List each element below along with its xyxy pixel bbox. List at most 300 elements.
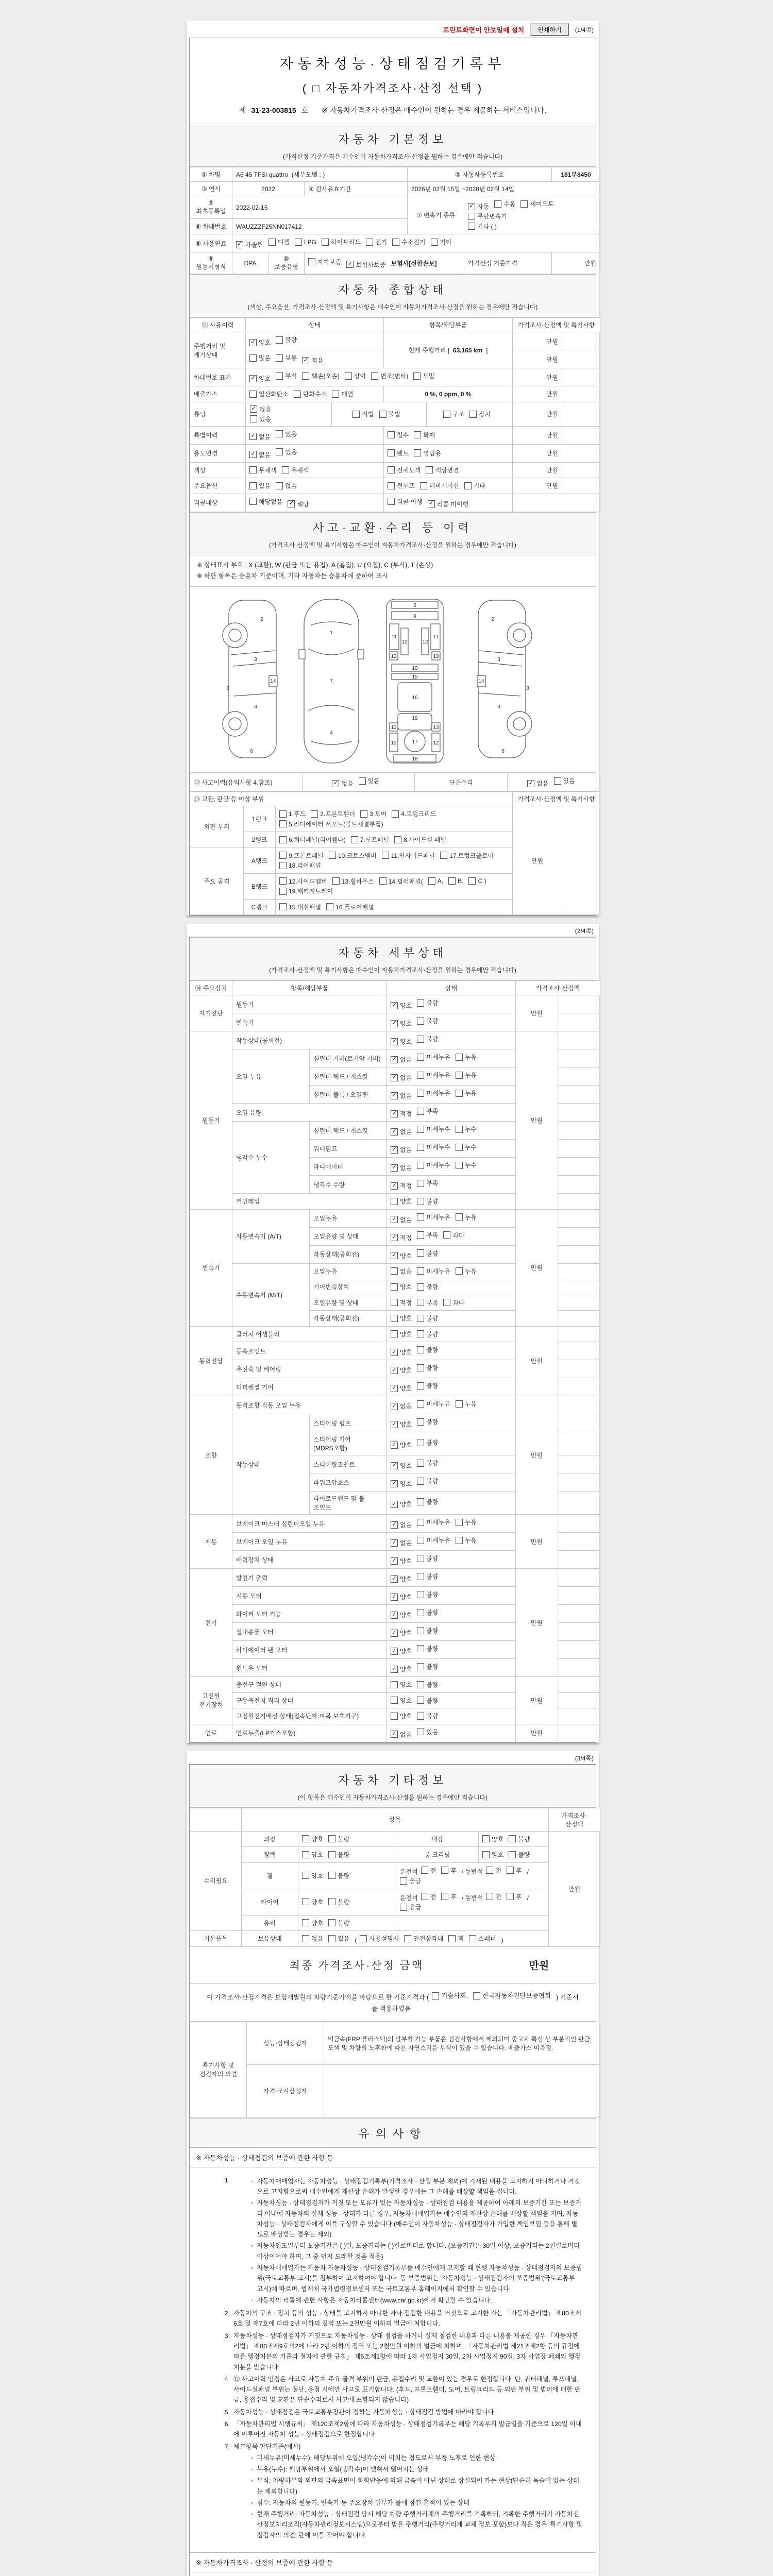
- checkbox-option[interactable]: [391, 1314, 412, 1323]
- checkbox-option[interactable]: [391, 1366, 412, 1375]
- checkbox-option[interactable]: [426, 466, 459, 474]
- checkbox-option[interactable]: [391, 1019, 412, 1028]
- checkbox-option[interactable]: [391, 1091, 412, 1100]
- checkbox-option[interactable]: [456, 1143, 477, 1151]
- checkbox-option[interactable]: [417, 1282, 438, 1291]
- checkbox-option[interactable]: [414, 449, 441, 457]
- checkbox-option[interactable]: [417, 1107, 438, 1115]
- checkbox[interactable]: [520, 200, 528, 208]
- checkbox-option[interactable]: [302, 371, 339, 380]
- checkbox[interactable]: [417, 1036, 424, 1043]
- checkbox-option[interactable]: [443, 1231, 464, 1240]
- checkbox-option[interactable]: [302, 1871, 323, 1880]
- checkbox-option[interactable]: [346, 260, 385, 269]
- checkbox-option[interactable]: [417, 1554, 438, 1563]
- checkbox-option[interactable]: [456, 1536, 477, 1545]
- checkbox-option[interactable]: [417, 1053, 450, 1061]
- checkbox[interactable]: [279, 862, 287, 869]
- checkbox[interactable]: [426, 466, 433, 473]
- checkbox[interactable]: [417, 1072, 424, 1079]
- checkbox[interactable]: [417, 1315, 424, 1322]
- checkbox-checked[interactable]: ✓: [391, 1557, 398, 1565]
- checkbox-option[interactable]: [417, 1330, 438, 1338]
- checkbox-checked[interactable]: ✓: [527, 780, 534, 787]
- checkbox[interactable]: [308, 258, 315, 265]
- checkbox-option[interactable]: [417, 1536, 450, 1545]
- checkbox-option[interactable]: [282, 466, 309, 474]
- checkbox[interactable]: [469, 411, 477, 418]
- checkbox[interactable]: [417, 1018, 424, 1025]
- checkbox-option[interactable]: [329, 851, 377, 860]
- checkbox-option[interactable]: [527, 779, 548, 788]
- checkbox-option[interactable]: [379, 877, 423, 886]
- checkbox[interactable]: [432, 1992, 439, 1999]
- checkbox-checked[interactable]: ✓: [332, 780, 339, 787]
- checkbox[interactable]: [404, 1935, 411, 1942]
- checkbox[interactable]: [448, 877, 456, 885]
- checkbox-option[interactable]: [464, 481, 485, 490]
- checkbox-option[interactable]: [417, 1626, 438, 1635]
- checkbox[interactable]: [448, 1935, 456, 1942]
- checkbox-option[interactable]: [328, 1934, 349, 1943]
- checkbox[interactable]: [391, 1315, 398, 1322]
- checkbox[interactable]: [249, 466, 257, 473]
- checkbox-option[interactable]: [328, 1835, 349, 1843]
- checkbox[interactable]: [417, 1627, 424, 1634]
- checkbox-checked[interactable]: ✓: [391, 1501, 398, 1508]
- checkbox-checked[interactable]: ✓: [391, 1421, 398, 1428]
- checkbox[interactable]: [328, 1935, 335, 1942]
- checkbox-option[interactable]: [332, 779, 353, 788]
- checkbox-option[interactable]: [414, 431, 435, 439]
- checkbox-option[interactable]: [486, 1892, 501, 1901]
- checkbox-option[interactable]: [391, 1001, 412, 1010]
- checkbox-option[interactable]: [486, 1866, 501, 1875]
- checkbox-checked[interactable]: ✓: [391, 1521, 398, 1529]
- checkbox-option[interactable]: [417, 1035, 438, 1043]
- checkbox-option[interactable]: [417, 998, 438, 1007]
- checkbox[interactable]: [509, 1835, 516, 1842]
- checkbox-option[interactable]: [391, 1109, 412, 1118]
- checkbox-option[interactable]: [249, 432, 271, 441]
- checkbox-option[interactable]: [302, 1934, 323, 1943]
- checkbox[interactable]: [417, 1231, 424, 1239]
- checkbox-option[interactable]: [308, 258, 341, 266]
- checkbox[interactable]: [366, 239, 373, 246]
- checkbox[interactable]: [417, 1663, 424, 1670]
- checkbox-option[interactable]: [388, 449, 409, 457]
- checkbox[interactable]: [421, 1867, 428, 1874]
- checkbox[interactable]: [400, 1904, 407, 1911]
- checkbox[interactable]: [417, 1213, 424, 1221]
- checkbox-checked[interactable]: ✓: [391, 1349, 398, 1356]
- checkbox-option[interactable]: [417, 1477, 438, 1485]
- checkbox[interactable]: [279, 820, 287, 827]
- checkbox-option[interactable]: [250, 405, 322, 414]
- checkbox-option[interactable]: [473, 1990, 551, 2002]
- checkbox-checked[interactable]: ✓: [391, 1731, 398, 1738]
- checkbox-option[interactable]: [417, 1249, 438, 1258]
- checkbox-option[interactable]: [441, 1866, 457, 1875]
- checkbox[interactable]: [302, 1851, 309, 1858]
- checkbox[interactable]: [417, 999, 424, 1007]
- checkbox[interactable]: [441, 1893, 448, 1900]
- checkbox-option[interactable]: [417, 1417, 438, 1426]
- checkbox-option[interactable]: [417, 1345, 438, 1354]
- checkbox-option[interactable]: [417, 1399, 450, 1408]
- checkbox[interactable]: [276, 430, 283, 437]
- checkbox-option[interactable]: [391, 1384, 412, 1393]
- checkbox-option[interactable]: [456, 1267, 477, 1276]
- checkbox[interactable]: [441, 1867, 448, 1874]
- checkbox-option[interactable]: [388, 497, 423, 506]
- checkbox[interactable]: [392, 810, 399, 818]
- checkbox-option[interactable]: [279, 861, 321, 870]
- checkbox[interactable]: [329, 852, 336, 859]
- checkbox-option[interactable]: [507, 1866, 522, 1875]
- checkbox[interactable]: [249, 391, 257, 398]
- checkbox[interactable]: [322, 239, 329, 246]
- checkbox-option[interactable]: [417, 1497, 438, 1506]
- checkbox[interactable]: [417, 1283, 424, 1291]
- checkbox-option[interactable]: [391, 1665, 412, 1673]
- checkbox-option[interactable]: [391, 1145, 412, 1154]
- checkbox[interactable]: [417, 1728, 424, 1735]
- checkbox-option[interactable]: [391, 1500, 412, 1509]
- checkbox[interactable]: [417, 1439, 424, 1446]
- checkbox-option[interactable]: [421, 1892, 436, 1901]
- checkbox-option[interactable]: [394, 835, 446, 844]
- checkbox-option[interactable]: [417, 1608, 438, 1617]
- checkbox[interactable]: [417, 1346, 424, 1353]
- checkbox-option[interactable]: [249, 466, 277, 474]
- checkbox-checked[interactable]: ✓: [391, 1630, 398, 1637]
- checkbox[interactable]: [332, 391, 339, 398]
- checkbox[interactable]: [351, 836, 358, 843]
- checkbox-checked[interactable]: ✓: [391, 1038, 398, 1045]
- checkbox-option[interactable]: [468, 222, 497, 231]
- checkbox-option[interactable]: [391, 1520, 412, 1529]
- checkbox-checked[interactable]: ✓: [391, 1074, 398, 1081]
- checkbox-option[interactable]: [302, 356, 323, 365]
- checkbox-option[interactable]: [391, 1574, 412, 1583]
- checkbox-option[interactable]: [302, 1897, 323, 1906]
- checkbox[interactable]: [417, 1249, 424, 1257]
- checkbox[interactable]: [417, 1090, 424, 1097]
- checkbox-checked[interactable]: ✓: [391, 1367, 398, 1374]
- checkbox-checked[interactable]: ✓: [391, 1056, 398, 1063]
- checkbox-option[interactable]: [507, 1892, 522, 1901]
- checkbox-option[interactable]: [302, 1835, 323, 1843]
- checkbox-option[interactable]: [494, 199, 515, 208]
- checkbox[interactable]: [391, 1267, 398, 1275]
- checkbox[interactable]: [420, 482, 427, 489]
- checkbox[interactable]: [413, 372, 421, 380]
- checkbox-option[interactable]: [417, 1662, 438, 1671]
- checkbox-option[interactable]: [417, 1590, 438, 1599]
- checkbox-checked[interactable]: ✓: [391, 1612, 398, 1619]
- checkbox-option[interactable]: [379, 410, 400, 418]
- checkbox-option[interactable]: [279, 903, 321, 911]
- checkbox[interactable]: [388, 449, 395, 456]
- checkbox[interactable]: [379, 411, 386, 418]
- checkbox-option[interactable]: [420, 481, 459, 490]
- checkbox[interactable]: [282, 466, 289, 473]
- checkbox[interactable]: [456, 1267, 463, 1275]
- checkbox-option[interactable]: [448, 1934, 464, 1943]
- checkbox-option[interactable]: [468, 212, 507, 221]
- checkbox[interactable]: [276, 336, 283, 344]
- checkbox-option[interactable]: [332, 389, 353, 398]
- checkbox-option[interactable]: [417, 1696, 438, 1705]
- checkbox[interactable]: [468, 223, 475, 230]
- checkbox-option[interactable]: [417, 1213, 450, 1222]
- checkbox[interactable]: [328, 1835, 335, 1842]
- checkbox-option[interactable]: [391, 1420, 412, 1429]
- checkbox[interactable]: [494, 200, 501, 208]
- checkbox-option[interactable]: [328, 1871, 349, 1880]
- checkbox[interactable]: [417, 1609, 424, 1616]
- checkbox-option[interactable]: [417, 1179, 438, 1188]
- checkbox[interactable]: [302, 1835, 309, 1842]
- checkbox[interactable]: [417, 1645, 424, 1652]
- checkbox-option[interactable]: [294, 389, 327, 398]
- checkbox-option[interactable]: [391, 1730, 412, 1739]
- checkbox[interactable]: [328, 1898, 335, 1905]
- checkbox-option[interactable]: [391, 1233, 412, 1242]
- checkbox-option[interactable]: [482, 1835, 503, 1843]
- checkbox[interactable]: [249, 482, 257, 489]
- checkbox[interactable]: [509, 1851, 516, 1858]
- checkbox-option[interactable]: [391, 1711, 412, 1720]
- checkbox-option[interactable]: [249, 374, 271, 383]
- checkbox-option[interactable]: [391, 1163, 412, 1172]
- checkbox[interactable]: [417, 1299, 424, 1306]
- checkbox-option[interactable]: [391, 1055, 412, 1064]
- checkbox-checked[interactable]: ✓: [250, 405, 257, 413]
- checkbox-option[interactable]: [448, 877, 463, 885]
- checkbox[interactable]: [428, 877, 435, 885]
- checkbox-checked[interactable]: ✓: [236, 241, 243, 248]
- checkbox[interactable]: [345, 372, 352, 380]
- checkbox-option[interactable]: [469, 410, 491, 418]
- checkbox[interactable]: [294, 391, 301, 398]
- checkbox-checked[interactable]: ✓: [391, 1403, 398, 1410]
- checkbox-option[interactable]: [417, 1711, 438, 1720]
- checkbox-option[interactable]: [382, 851, 435, 860]
- checkbox[interactable]: [400, 1877, 407, 1885]
- checkbox[interactable]: [417, 1681, 424, 1688]
- checkbox[interactable]: [464, 482, 472, 489]
- checkbox-option[interactable]: [366, 238, 387, 246]
- checkbox[interactable]: [388, 431, 395, 438]
- checkbox-option[interactable]: [391, 1461, 412, 1470]
- checkbox-option[interactable]: [391, 1330, 412, 1338]
- checkbox-option[interactable]: [456, 1213, 477, 1222]
- checkbox-option[interactable]: [388, 431, 409, 439]
- checkbox-checked[interactable]: ✓: [391, 1575, 398, 1583]
- checkbox-option[interactable]: [417, 1071, 450, 1079]
- checkbox[interactable]: [417, 1697, 424, 1704]
- checkbox-option[interactable]: [311, 809, 355, 818]
- checkbox[interactable]: [417, 1537, 424, 1544]
- checkbox-option[interactable]: [276, 481, 297, 490]
- checkbox-option[interactable]: [417, 1727, 438, 1736]
- checkbox[interactable]: [391, 1681, 398, 1688]
- checkbox-option[interactable]: [413, 371, 434, 380]
- checkbox[interactable]: [279, 877, 287, 885]
- checkbox[interactable]: [394, 836, 401, 843]
- checkbox[interactable]: [332, 877, 340, 885]
- checkbox[interactable]: [456, 1537, 463, 1544]
- checkbox-option[interactable]: [391, 1680, 412, 1689]
- checkbox-option[interactable]: [417, 1572, 438, 1581]
- checkbox-option[interactable]: [288, 500, 309, 509]
- checkbox-option[interactable]: [456, 1518, 477, 1527]
- checkbox[interactable]: [279, 852, 287, 859]
- checkbox-option[interactable]: [391, 1037, 412, 1046]
- checkbox[interactable]: [421, 1893, 428, 1900]
- checkbox[interactable]: [456, 1400, 463, 1408]
- checkbox-checked[interactable]: ✓: [391, 1594, 398, 1601]
- checkbox-option[interactable]: [431, 238, 452, 246]
- checkbox-option[interactable]: [360, 1934, 399, 1943]
- checkbox-option[interactable]: [391, 1215, 412, 1224]
- checkbox[interactable]: [431, 239, 438, 246]
- checkbox-checked[interactable]: ✓: [391, 1146, 398, 1154]
- checkbox[interactable]: [417, 1108, 424, 1115]
- checkbox-option[interactable]: [417, 1680, 438, 1689]
- checkbox-checked[interactable]: ✓: [391, 1539, 398, 1547]
- checkbox[interactable]: [414, 449, 421, 456]
- checkbox-option[interactable]: [417, 1459, 438, 1467]
- checkbox[interactable]: [371, 372, 378, 380]
- checkbox-option[interactable]: [302, 1850, 323, 1859]
- checkbox-option[interactable]: [391, 1251, 412, 1260]
- checkbox[interactable]: [388, 498, 395, 505]
- checkbox-option[interactable]: [391, 1538, 412, 1547]
- checkbox-option[interactable]: [345, 371, 366, 380]
- checkbox[interactable]: [482, 1835, 490, 1842]
- checkbox-option[interactable]: [332, 877, 374, 886]
- checkbox-option[interactable]: [302, 1919, 323, 1927]
- checkbox-checked[interactable]: ✓: [391, 1442, 398, 1449]
- checkbox[interactable]: [414, 431, 421, 438]
- checkbox-option[interactable]: [456, 1053, 477, 1061]
- checkbox-option[interactable]: [468, 877, 486, 885]
- checkbox[interactable]: [417, 1400, 424, 1408]
- checkbox-option[interactable]: [295, 239, 316, 246]
- checkbox[interactable]: [302, 1872, 309, 1879]
- checkbox[interactable]: [473, 1992, 480, 1999]
- checkbox-checked[interactable]: ✓: [391, 1128, 398, 1136]
- checkbox-option[interactable]: [322, 238, 361, 246]
- checkbox[interactable]: [249, 498, 257, 505]
- checkbox-option[interactable]: [279, 877, 327, 886]
- checkbox-option[interactable]: [391, 1348, 412, 1357]
- checkbox-option[interactable]: [276, 335, 297, 344]
- checkbox-option[interactable]: [456, 1399, 477, 1408]
- checkbox-option[interactable]: [391, 1073, 412, 1082]
- checkbox-option[interactable]: [417, 1363, 438, 1372]
- checkbox-option[interactable]: [391, 1629, 412, 1637]
- checkbox[interactable]: [468, 877, 476, 885]
- checkbox[interactable]: [417, 1162, 424, 1169]
- checkbox[interactable]: [279, 903, 287, 910]
- checkbox[interactable]: [391, 1697, 398, 1704]
- checkbox-option[interactable]: [468, 202, 489, 211]
- checkbox-option[interactable]: [404, 1934, 443, 1943]
- checkbox-option[interactable]: [400, 1876, 421, 1885]
- checkbox[interactable]: [417, 1573, 424, 1580]
- checkbox-option[interactable]: [441, 1892, 457, 1901]
- checkbox[interactable]: [392, 239, 399, 246]
- checkbox-option[interactable]: [417, 1381, 438, 1390]
- checkbox[interactable]: [456, 1090, 463, 1097]
- checkbox[interactable]: [456, 1162, 463, 1169]
- checkbox[interactable]: [359, 777, 366, 785]
- checkbox-option[interactable]: [428, 500, 468, 509]
- checkbox[interactable]: [379, 877, 386, 885]
- checkbox-option[interactable]: [417, 1644, 438, 1653]
- checkbox[interactable]: [417, 1330, 424, 1337]
- checkbox[interactable]: [328, 1851, 335, 1858]
- checkbox-checked[interactable]: ✓: [249, 375, 257, 382]
- checkbox-option[interactable]: [236, 240, 263, 249]
- checkbox-checked[interactable]: ✓: [391, 1110, 398, 1117]
- checkbox-option[interactable]: [417, 1125, 450, 1133]
- checkbox-option[interactable]: [391, 1647, 412, 1655]
- checkbox-checked[interactable]: ✓: [391, 1234, 398, 1241]
- checkbox[interactable]: [469, 1935, 476, 1942]
- checkbox-option[interactable]: [509, 1835, 530, 1843]
- checkbox[interactable]: [391, 1330, 398, 1337]
- checkbox[interactable]: [417, 1591, 424, 1598]
- checkbox-option[interactable]: [249, 497, 282, 506]
- checkbox[interactable]: [417, 1180, 424, 1187]
- checkbox-checked[interactable]: ✓: [391, 1385, 398, 1392]
- checkbox-option[interactable]: [417, 1267, 450, 1276]
- checkbox-option[interactable]: [391, 1592, 412, 1601]
- checkbox[interactable]: [302, 1919, 309, 1926]
- checkbox[interactable]: [417, 1267, 424, 1275]
- checkbox-option[interactable]: [417, 1231, 438, 1240]
- checkbox[interactable]: [391, 1283, 398, 1291]
- checkbox-option[interactable]: [443, 1298, 464, 1307]
- checkbox-option[interactable]: [328, 1919, 349, 1927]
- checkbox-option[interactable]: [432, 1990, 468, 2002]
- checkbox-option[interactable]: [279, 887, 333, 895]
- checkbox-option[interactable]: [391, 1267, 412, 1276]
- checkbox-option[interactable]: [443, 410, 464, 418]
- checkbox[interactable]: [295, 239, 302, 246]
- checkbox-checked[interactable]: ✓: [428, 500, 435, 507]
- checkbox[interactable]: [250, 415, 257, 422]
- checkbox-option[interactable]: [249, 389, 289, 398]
- checkbox[interactable]: [482, 1851, 490, 1858]
- checkbox[interactable]: [507, 1893, 514, 1900]
- checkbox-checked[interactable]: ✓: [288, 500, 295, 507]
- checkbox-option[interactable]: [268, 238, 290, 246]
- checkbox[interactable]: [276, 448, 283, 455]
- checkbox-option[interactable]: [520, 199, 553, 208]
- checkbox-checked[interactable]: ✓: [346, 261, 354, 268]
- checkbox-option[interactable]: [456, 1161, 477, 1170]
- checkbox-option[interactable]: [554, 776, 575, 785]
- checkbox-option[interactable]: [400, 1903, 421, 1911]
- checkbox-option[interactable]: [360, 809, 386, 818]
- checkbox[interactable]: [249, 354, 257, 362]
